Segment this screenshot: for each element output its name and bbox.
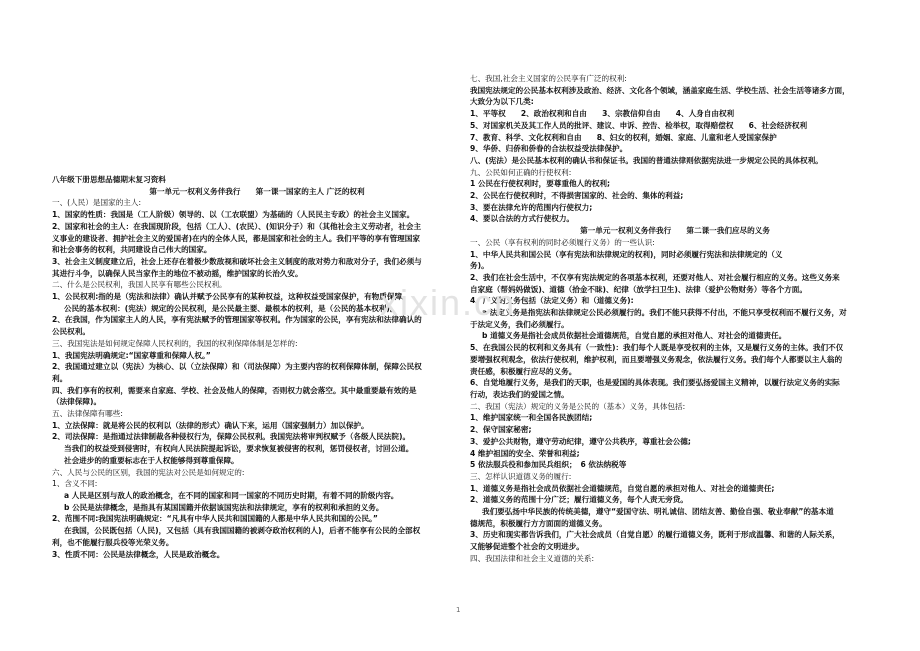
- text-line: 六、人民与公民的区别，我国的宪法对公民是如何规定的:: [52, 467, 245, 477]
- text-line: 1、公民权利:指的是（宪法和法律）确认并赋予公民享有的某种权益，这种权益受国家保护，有物质保障。: [52, 292, 410, 302]
- text-line: 二、我国（宪法）规定的义务是公民的（基本）义务，具体包括:: [470, 401, 686, 411]
- text-line: 七、我国,社会主义国家的公民享有广泛的权利:: [470, 74, 627, 83]
- text-line: 四、我国法律和社会主义道德的关系:: [470, 553, 595, 563]
- text-line: 我们要弘扬中华民族的传统美德，遵守“爱国守法、明礼诚信、团结友善、勤俭自强、敬业奉献”的基本道: [482, 507, 834, 517]
- text-line: 1、中华人民共和国公民（享有宪法和法律规定的权利)，同时必须履行宪法和法律规定的（义: [470, 249, 783, 259]
- text-line: 务)。: [470, 261, 489, 271]
- text-line: a 法定义务是指宪法和法律规定公民必须履行的。我们不能只获得不付出，不能只享受权利而不履行义务，对: [482, 308, 847, 318]
- watermark: xixin.cn: [380, 282, 517, 323]
- text-line: 当我们的权益受到侵害时，有权向人民法院提起诉讼，要求恢复被侵害的权利，惩罚侵权者，讨回公道。: [64, 444, 414, 454]
- text-line: 三、怎样认识道德义务的履行:: [470, 471, 572, 481]
- text-line: 1、平等权 2、政治权利和自由 3、宗教信仰自由 4、人身自由权利: [470, 109, 735, 119]
- text-line: 1、国家的性质：我国是（工人阶级）领导的、以（工农联盟）为基础的（人民民主专政）的社会主义国家。: [52, 210, 415, 220]
- text-line: b 道德义务是指社会成员依据社会道德规范，自觉自愿的承担对他人、对社会的道德责任。: [482, 331, 787, 341]
- text-line: 5 依法服兵役和参加民兵组织； 6 依法纳税等: [470, 460, 627, 470]
- text-line: 1、我国宪法明确规定:“国家尊重和保障人权。”: [52, 350, 211, 360]
- text-line: 公民的基本权利：(宪法）规定的公民权利，是公民最主要、最根本的权利，是（公民的基本权利)。: [64, 303, 398, 313]
- text-line: 2、国家和社会的主人：在我国现阶段，包括（工人）、(农民）、(知识分子）和（其他社会主义劳动者，社会主: [52, 221, 422, 231]
- text-line: 2、公民在行使权利时，不得损害国家的、社会的、集体的利益;: [470, 191, 684, 201]
- text-line: 2、在我国，作为国家主人的人民，享有宪法赋予的管理国家等权利。作为国家的公民，享有宪法和法律确认的: [52, 315, 422, 325]
- text-line: （法律保障)。: [52, 397, 102, 407]
- text-line: 1、立法保障：就是将公民的权利以（法律的形式）确认下来，运用（国家强制力）加以保护。: [52, 420, 369, 430]
- text-line: 八、(宪法）是公民基本权利的确认书和保证书。我国的普通法律则依据宪法进一步规定公民的具体权利。: [470, 155, 823, 165]
- text-line: 3、要在法律允许的范围内行使权力;: [470, 202, 593, 212]
- text-line: b 公民是法律概念，是指具有某国国籍并依据该国宪法和法律规定，享有的权利和承担的义务。: [64, 502, 384, 512]
- text-line: 四、我们享有的权利，需要来自家庭、学校、社会及他人的保障，否则权力就会落空。其中最重要最有效的是: [52, 385, 417, 395]
- left-column: [52, 174, 462, 560]
- text-line: 9、华侨、归侨和侨眷的合法权益受法律保护。: [470, 144, 628, 154]
- text-line: 2、范围不同:我国宪法明确规定：“凡具有中华人民共和国国籍的人都是中华人民共和国的公民。”: [52, 514, 378, 524]
- text-line: 1 公民在行使权利时，要尊重他人的权利;: [470, 179, 611, 189]
- text-line: 大致分为以下几类:: [470, 97, 534, 107]
- text-line: 4 维护祖国的安全、荣誉和利益;: [470, 448, 580, 458]
- text-line: 二、什么是公民权利，我国人民享有哪些公民权利。: [52, 280, 227, 290]
- text-line: 五、法律保障有哪些:: [52, 409, 123, 419]
- text-line: 1、含义不同:: [52, 479, 98, 489]
- text-line: 利，也不能履行服兵役等光荣义务。: [52, 537, 174, 547]
- text-line: a 人民是区别与敌人的政治概念，在不同的国家和同一国家的不同历史时期，有着不同的阶级内容。: [64, 490, 399, 500]
- text-line: 7、教育、科学、文化权利和自由 8、妇女的权利，婚姻、家庭、儿童和老人受国家保护: [470, 132, 777, 142]
- text-line: 2、保守国家秘密;: [470, 425, 532, 435]
- text-line: 在我国，公民既包括（人民)，又包括（具有我国国籍的被剥夺政治权利的人)，后者不能享有公民的全部权: [64, 526, 421, 536]
- text-line: 三、我国宪法是如何规定保障人民权利的，我国的权利保障体制是怎样的:: [52, 338, 298, 348]
- text-line: 6、自觉地履行义务，是我们的天职，也是爱国的具体表现。我们要弘扬爱国主义精神，以履行法定义务的实际: [470, 378, 840, 388]
- text-line: 2、道德义务的范围十分广泛；履行道德义务，每个人责无旁贷。: [470, 495, 688, 505]
- text-line: 责任感，积极履行应尽的义务。: [470, 366, 577, 376]
- right-column: [470, 73, 880, 565]
- text-line: 于法定义务，我们必须履行。: [470, 319, 569, 329]
- text-line: 第一单元一权利义务伴我行 第二课一我们应尽的义务: [580, 226, 770, 236]
- text-line: 1、道德义务是指社会成员依据社会道德规范，自觉自愿的承担对他人、对社会的道德责任;: [470, 483, 775, 493]
- text-line: 1、维护国家统一和全国各民族团结;: [470, 413, 593, 423]
- text-line: 2、司法保障：是指通过法律制裁各种侵权行为，保障公民权利。我国宪法将审判权赋予（各级人民法院)。: [52, 432, 411, 442]
- text-line: 德规范，积极履行方方面面的道德义务。: [470, 518, 607, 528]
- text-line: 3、爱护公共财物，遵守劳动纪律，遵守公共秩序，尊重社会公德;: [470, 436, 691, 446]
- text-line: 其进行斗争，以确保人民当家作主的地位不被动摇，维护国家的长治久安。: [52, 268, 303, 278]
- text-line: 4、广义的义务包括（法定义务）和（道德义务):: [470, 296, 634, 306]
- page-number: 1: [456, 606, 461, 614]
- text-line: 2、我们在社会生活中，不仅享有宪法规定的各项基本权利，还要对他人、对社会履行相应的义务。这些义务来: [470, 272, 840, 282]
- text-line: 义事业的建设者、拥护社会主义的爱国者)在内的全体人民，都是国家和社会的主人。我们平等的享有管理国家: [52, 233, 420, 243]
- text-line: 行动，表达我们的爱国之情。: [470, 389, 569, 399]
- text-line: 3、性质不同：公民是法律概念，人民是政治概念。: [52, 549, 225, 559]
- text-line: 一、(人民）是国家的主人:: [52, 198, 142, 208]
- text-line: 和社会事务的权利，共同建设自己伟大的国家。: [52, 245, 212, 255]
- text-line: 5、在我国公民的权利和义务具有（一致性)：我们每个人既是享受权利的主体，又是履行义务的主体。我们不仅: [470, 343, 844, 353]
- text-line: 3、社会主义制度建立后，社会上还存在着极少数敌视和破坏社会主义制度的敌对势力和敌对分子，我们必须与: [52, 256, 422, 266]
- text-line: 第一单元一权利义务伴我行 第一课一国家的主人 广泛的权利: [149, 186, 365, 196]
- text-line: 九、公民如何正确的行使权利:: [470, 167, 572, 177]
- text-line: 3、历史和现实都告诉我们，广大社会成员（自觉自愿）的履行道德义务，既利于形成温馨、和谐的人际关系，: [470, 530, 840, 540]
- text-line: 八年级下册思想品德期末复习资料: [52, 175, 166, 184]
- text-line: 我国宪法规定的公民基本权利涉及政治、经济、文化各个领域，涵盖家庭生活、学校生活、社会生活等诸多方面，: [470, 85, 850, 95]
- text-line: 自家庭（帮妈妈做饭)、道德（拾金不昧)、纪律（放学扫卫生)、法律（爱护公物财务）等各个方面。: [470, 284, 807, 294]
- text-line: 又能够促进整个社会的文明进步。: [470, 542, 584, 552]
- text-line: 利。: [52, 373, 68, 383]
- text-line: 社会进步的的重要标志在于人权能够得到尊重保障。: [64, 455, 239, 465]
- text-line: 4、要以合法的方式行使权力。: [470, 214, 575, 224]
- text-line: 要增强权利观念，依法行使权利，维护权利，而且要增强义务观念，依法履行义务。我们每个人都要以主人翁的: [470, 354, 843, 364]
- text-line: 公民权利。: [52, 327, 90, 337]
- text-line: 2、我国通过建立以（宪法）为核心、以（立法保障）和（司法保障）为主要内容的权利保障体制，保障公民权: [52, 362, 422, 372]
- text-line: 一、公民（享有权利的同时必须履行义务）的一些认识:: [470, 237, 655, 247]
- text-line: 5、对国家机关及其工作人员的批评、建议、申诉、控告、检举权，取得赔偿权 6、社会经济权利: [470, 120, 808, 130]
